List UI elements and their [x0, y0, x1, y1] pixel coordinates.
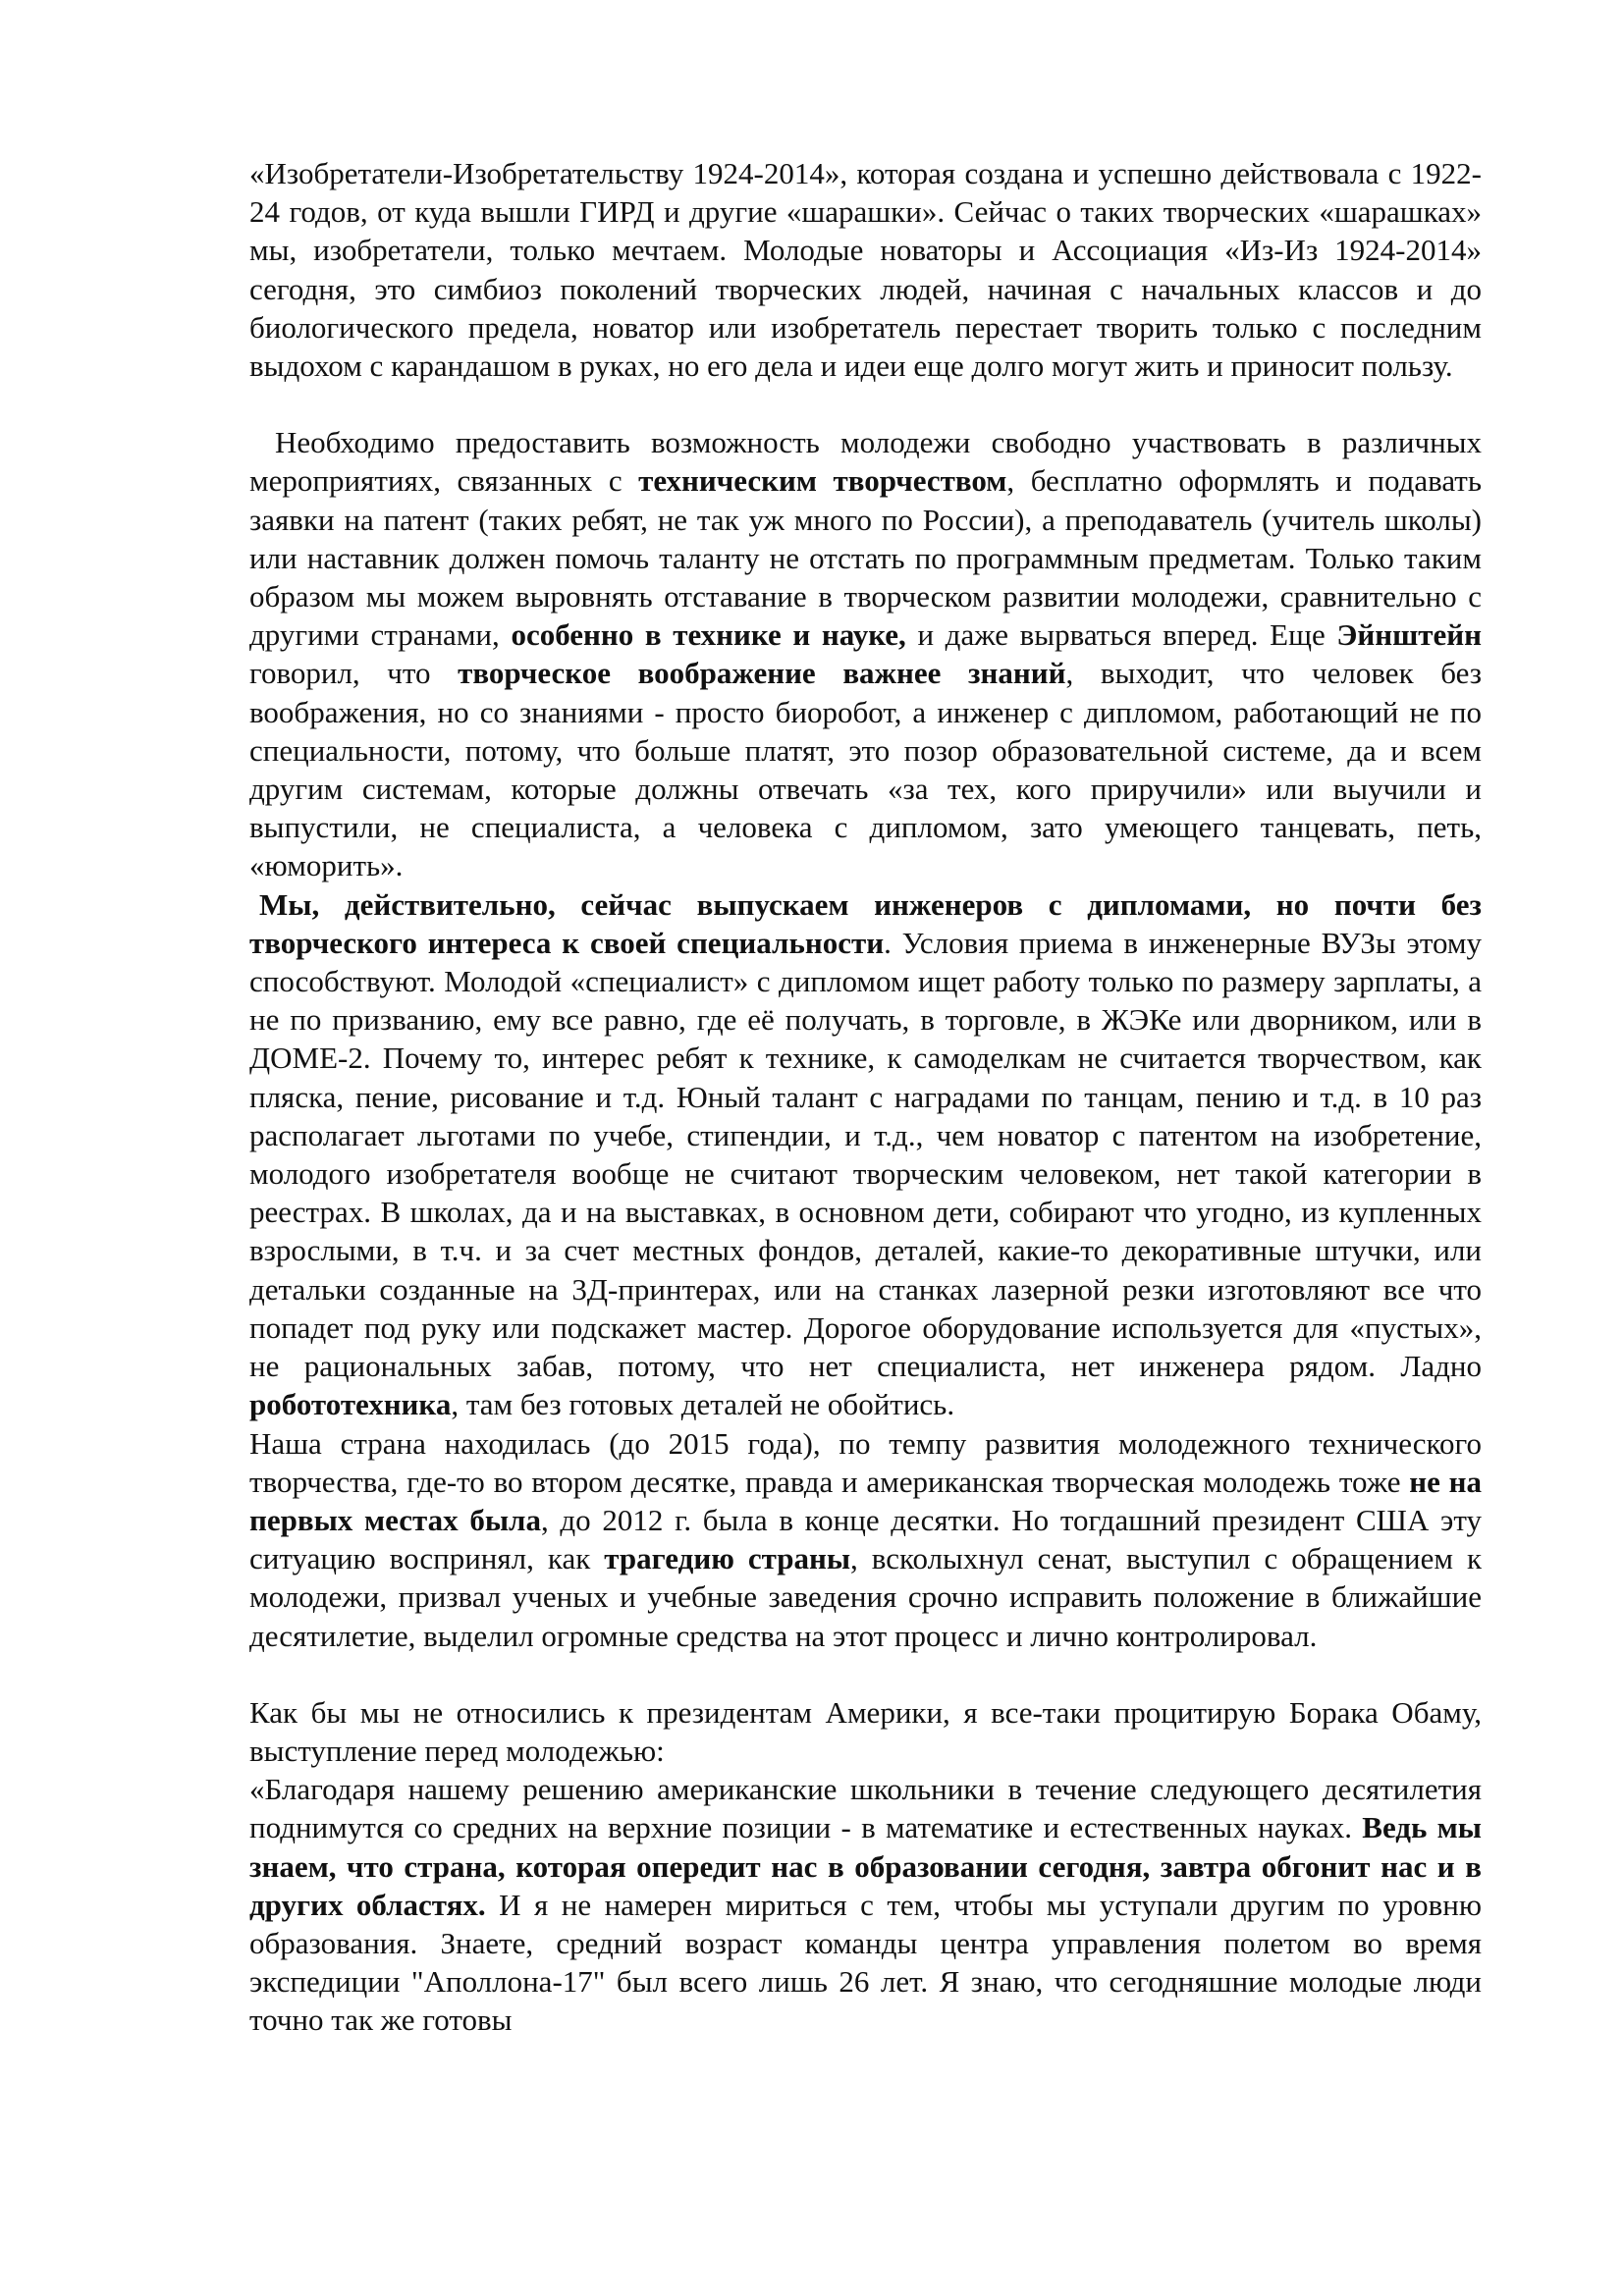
text-segment: Как бы мы не относились к президентам Америки, я все-таки процитирую Борака Обаму, выступление перед молодежью:: [249, 1694, 1482, 1768]
text-segment: , всколыхнул сенат, выступил с обращением к молодежи, призвал ученых и учебные заведения срочно исправить положение в ближайшие десятилетие, выделил огромные средства на этот процесс и лично контролировал.: [249, 1541, 1482, 1653]
bold-segment: особенно в технике и науке,: [511, 617, 906, 653]
paragraph-4: [249, 1424, 1482, 1655]
bold-segment: трагедию страны: [604, 1541, 851, 1576]
text-segment: И я не намерен мириться с тем, чтобы мы уступали другим по уровню образования. Знаете, средний возраст команды центра управления полетом во время экспедиции "Аполлона-17" был всего лишь 26 лет. Я знаю, что сегодняшние молодые люди точно так же готовы: [249, 1887, 1482, 2038]
text-segment: говорил, что: [249, 656, 459, 691]
bold-segment: техническим творчеством: [638, 463, 1007, 499]
paragraph-6: [249, 1770, 1482, 2039]
text-segment: , выходит, что человек без воображения, но со знаниями - просто биоробот, а инженер с дипломом, работающий не по специальности, потому, что больше платят, это позор образовательной системе, да и всем другим системам, которые должны отвечать «за тех, кого приручили» или выучили и выпустили, не специалиста, а человека с дипломом, зато умеющего танцевать, петь, «юморить».: [249, 656, 1482, 883]
text-segment: Необходимо предоставить возможность молодежи свободно участвовать в различных мероприятиях, связанных с: [249, 425, 1482, 499]
paragraph-3: [249, 885, 1482, 1424]
text-segment: и даже вырваться вперед. Еще: [905, 617, 1337, 653]
paragraph-2: [249, 423, 1482, 884]
bold-segment: Мы, действительно, сейчас выпускаем инженеров с дипломами, но почти без творческого интереса к своей специальности: [249, 886, 1482, 960]
text-segment: , до 2012 г. была в конце десятки. Но тогдашний президент США эту ситуацию воспринял, как: [249, 1502, 1482, 1576]
bold-segment: Ведь мы знаем, что страна, которая опередит нас в образовании сегодня, завтра обгонит нас и в других областях.: [249, 1810, 1482, 1922]
text-segment: , там без готовых деталей не обойтись.: [451, 1387, 955, 1422]
bold-segment: не на первых местах была: [249, 1464, 1483, 1537]
document-page: [249, 154, 1482, 2040]
text-segment: . Условия приема в инженерные ВУЗы этому способствуют. Молодой «специалист» с дипломом ищет работу только по размеру зарплаты, а не по призванию, ему все равно, где её получать, в торговле, в ЖЭКе или дворником, или в ДОМЕ-2. Почему то, интерес ребят к технике, к самоделкам не считается творчеством, как пляска, пение, рисование и т.д. Юный талант с наградами по танцам, пению и т.д. в 10 раз располагает льготами по учебе, стипендии, и т.д., чем новатор с патентом на изобретение, молодого изобретателя вообще не считают творческим человеком, нет такой категории в реестрах. В школах, да и на выставках, в основном дети, собирают что угодно, из купленных взрослыми, в т.ч. и за счет местных фондов, деталей, какие-то декоративные штучки, или детальки созданные на 3Д-принтерах, или на станках лазерной резки изготовляют все что попадет под руку или подскажет мастер. Дорогое оборудование используется для «пустых», не рациональных забав, потому, что нет специалиста, нет инженера рядом. Ладно: [249, 925, 1482, 1384]
text-segment: Наша страна находилась (до 2015 года), по темпу развития молодежного технического творчества, где-то во втором десятке, правда и американская творческая молодежь тоже: [249, 1425, 1482, 1499]
text-segment: «Изобретатели-Изобретательству 1924-2014», которая создана и успешно действовала с 1922-24 годов, от куда вышли ГИРД и другие «шарашки». Сейчас о таких творческих «шарашках» мы, изобретатели, только мечтаем. Молодые новаторы и Ассоциация «Из-Из 1924-2014» сегодня, это симбиоз поколений творческих людей, начиная с начальных классов и до биологического предела, новатор или изобретатель перестает творить только с последним выдохом с карандашом в руках, но его дела и идеи еще долго могут жить и приносит пользу.: [249, 156, 1482, 384]
text-segment: «Благодаря нашему решению американские школьники в течение следующего десятилетия поднимутся со средних на верхние позиции - в математике и естественных науках.: [249, 1772, 1482, 1845]
bold-segment: Эйнштейн: [1336, 617, 1482, 653]
bold-segment: творческое воображение важнее знаний: [458, 656, 1066, 691]
paragraph-1: [249, 154, 1482, 385]
bold-segment: робототехника: [249, 1387, 452, 1422]
paragraph-5: [249, 1693, 1482, 1770]
text-segment: , бесплатно оформлять и подавать заявки на патент (таких ребят, не так уж много по России), а преподаватель (учитель школы) или наставник должен помочь таланту не отстать по программным предметам. Только таким образом мы можем выровнять отставание в творческом развитии молодежи, сравнительно с другими странами,: [249, 463, 1482, 653]
